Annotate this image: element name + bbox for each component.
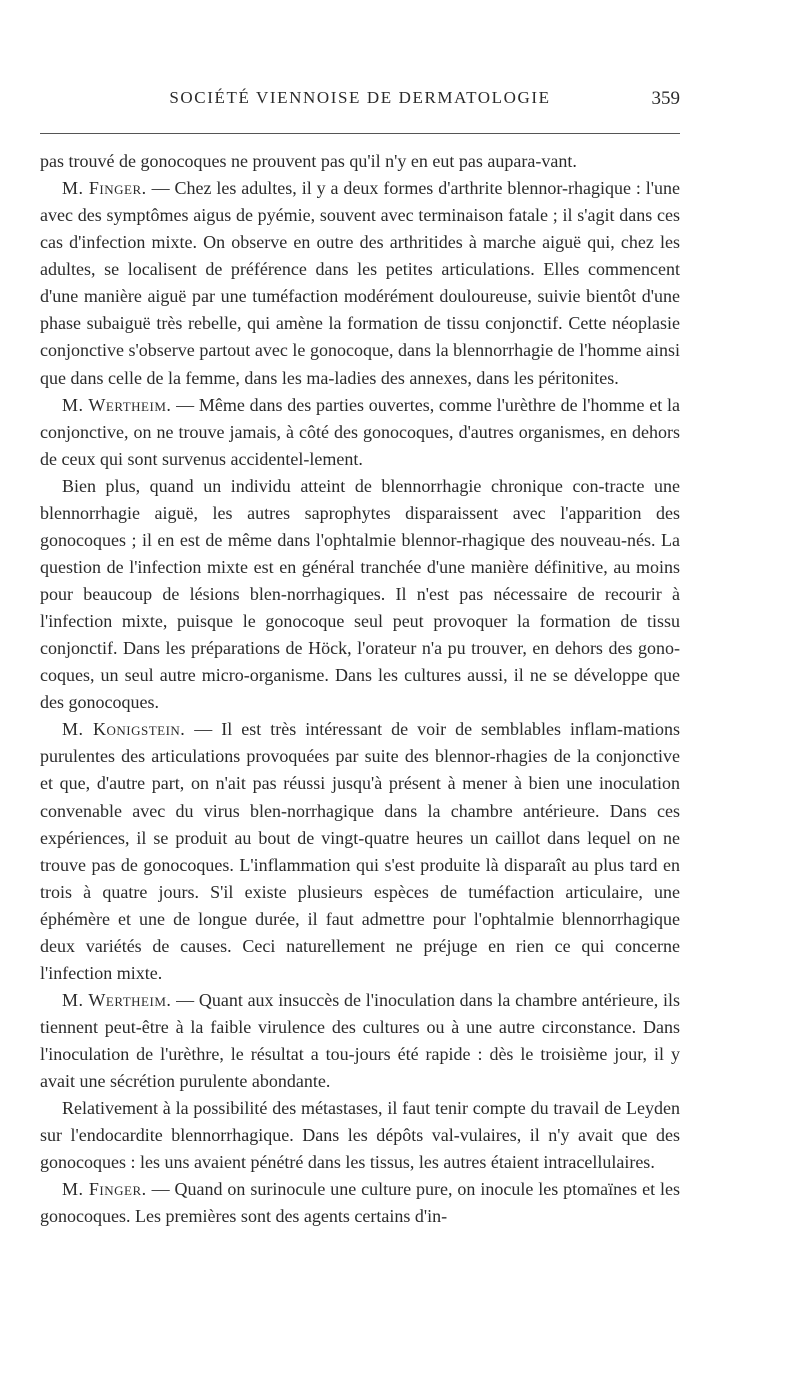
paragraph-text: Relativement à la possibilité des métastases, il faut tenir compte du travail de Leyden sur l'endocardite blennorrhagique. Dans les dépôts val-vulaires, il n'y avait que des gonocoques : les uns avaient pénétré dans les tissus, les autres étaient intracellulaires.: [40, 1098, 680, 1173]
paragraph: [40, 1176, 680, 1230]
paragraph: [40, 1095, 680, 1176]
speaker-name: M. Finger.: [62, 178, 147, 199]
paragraph: [40, 148, 680, 175]
paragraph: [40, 392, 680, 473]
paragraph: [40, 175, 680, 392]
body-text: [40, 148, 680, 1231]
paragraph: [40, 987, 680, 1095]
paragraph-text: pas trouvé de gonocoques ne prouvent pas qu'il n'y en eut pas aupara-vant.: [40, 151, 577, 171]
paragraph-text: — Quant aux insuccès de l'inoculation dans la chambre antérieure, ils tiennent peut-être à la faible virulence des cultures ou à une autre circonstance. Dans l'inoculation de l'urèthre, le résultat a tou-jours été rapide : dès le troisième jour, il y avait une sécrétion purulente abondante.: [40, 989, 680, 1092]
running-title: SOCIÉTÉ VIENNOISE DE DERMATOLOGIE: [169, 88, 551, 107]
paragraph-text: — Chez les adultes, il y a deux formes d'arthrite blennor-rhagique : l'une avec des symptômes aigus de pyémie, souvent avec terminaison fatale ; il s'agit dans ces cas d'infection mixte. On observe en outre des arthritides à marche aiguë qui, chez les adultes, se localisent de préférence dans les petites articulations. Elles commencent d'une manière aiguë par une tuméfaction modérément douloureuse, suivie bientôt d'une phase subaiguë très rebelle, qui amène la formation de tissu conjonctif. Cette néoplasie conjonctive s'observe partout avec le gonocoque, dans la blennorrhagie de l'homme ainsi que dans celle de la femme, dans les ma-ladies des annexes, dans les péritonites.: [40, 178, 681, 388]
page-number: 359: [651, 88, 680, 109]
paragraph: [40, 473, 680, 717]
speaker-name: M. Wertheim.: [62, 989, 172, 1010]
paragraph-text: — Il est très intéressant de voir de semblables inflam-mations purulentes des articulations provoquées par suite des blennor-rhagies de la conjonctive et que, d'autre part, on n'ait pas réussi jusqu'à présent à mener à bien une inoculation convenable avec du virus blen-norrhagique dans la chambre antérieure. Dans ces expériences, il se produit au bout de vingt-quatre heures un caillot dans lequel on ne trouve pas de gonocoques. L'inflammation qui s'est produite là disparaît au plus tard en trois à quatre jours. S'il existe plusieurs espèces de tuméfaction articulaire, une éphémère et une de longue durée, il faut admettre pour l'ophtalmie blennorrhagique deux variétés de causes. Ceci naturellement ne préjuge en rien ce qui concerne l'infection mixte.: [40, 719, 680, 983]
paragraph: [40, 716, 680, 987]
speaker-name: M. Wertheim.: [62, 394, 172, 415]
page-header: [40, 88, 680, 122]
paragraph-text: — Même dans des parties ouvertes, comme l'urèthre de l'homme et la conjonctive, on ne trouve jamais, à côté des gonocoques, d'autres organismes, en dehors de ceux qui sont survenus accidentel-lement.: [40, 394, 680, 469]
paragraph-text: Bien plus, quand un individu atteint de blennorrhagie chronique con-tracte une blennorrhagie aiguë, les autres saprophytes disparaissent avec l'apparition des gonocoques ; il en est de même dans l'ophtalmie blennor-rhagique des nouveau-nés. La question de l'infection mixte est en général tranchée d'une manière définitive, au moins pour beaucoup de lésions blen-norrhagiques. Il n'est pas nécessaire de recourir à l'infection mixte, puisque le gonocoque seul peut provoquer la formation de tissu conjonctif. Dans les préparations de Höck, l'orateur n'a pu trouver, en dehors des gono-coques, un seul autre micro-organisme. Dans les cultures aussi, il ne se développe que des gonocoques.: [40, 475, 680, 713]
header-rule: [40, 133, 680, 134]
speaker-name: M. Finger.: [62, 1179, 147, 1200]
speaker-name: M. Konigstein.: [62, 719, 186, 740]
paragraph-text: — Quand on surinocule une culture pure, on inocule les ptomaïnes et les gonocoques. Les premières sont des agents certains d'in-: [40, 1179, 680, 1227]
